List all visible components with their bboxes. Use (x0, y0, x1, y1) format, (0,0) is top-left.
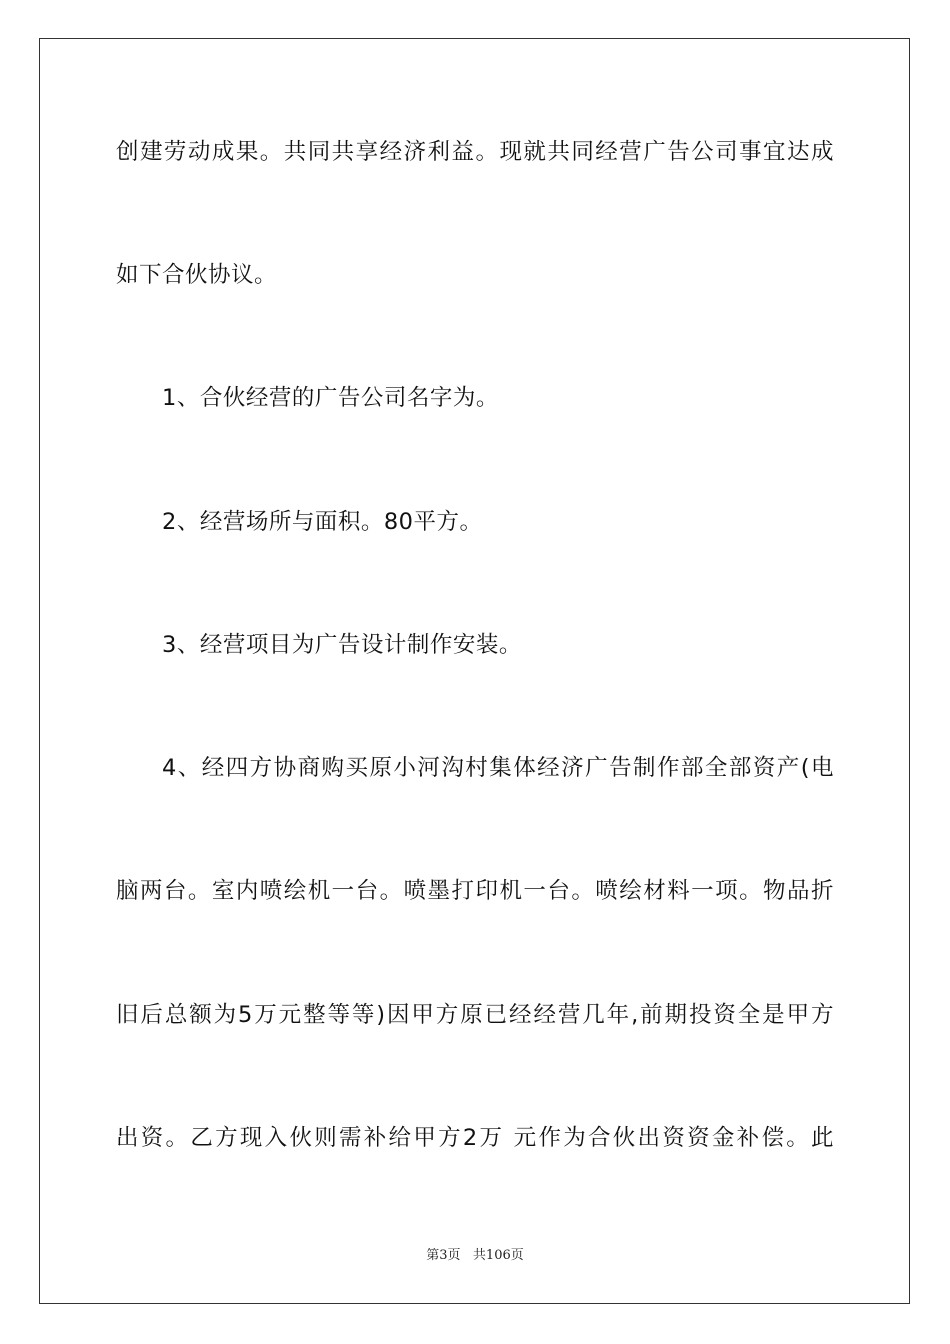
paragraph-line-2: 如下合伙协议。 (116, 262, 278, 288)
page-border (39, 38, 910, 1304)
paragraph-line-1: 创建劳动成果。共同共享经济利益。现就共同经营广告公司事宜达成 (116, 139, 834, 165)
clause-4-line-4: 出资。乙方现入伙则需补给甲方2万 元作为合伙出资资金补偿。此 (116, 1125, 834, 1151)
clause-4-line-3: 旧后总额为5万元整等等)因甲方原已经经营几年,前期投资全是甲方 (116, 1002, 834, 1028)
clause-2: 2、经营场所与面积。80平方。 (162, 509, 483, 535)
clause-3: 3、经营项目为广告设计制作安装。 (162, 632, 522, 658)
page-number: 第3页 (426, 1248, 461, 1263)
clause-4-line-1: 4、经四方协商购买原小河沟村集体经济广告制作部全部资产(电 (162, 755, 834, 781)
page-footer (0, 1247, 950, 1265)
page-total: 共106页 (472, 1248, 524, 1263)
clause-4-line-2: 脑两台。室内喷绘机一台。喷墨打印机一台。喷绘材料一项。物品折 (116, 878, 834, 904)
clause-1: 1、合伙经营的广告公司名字为。 (162, 385, 499, 411)
